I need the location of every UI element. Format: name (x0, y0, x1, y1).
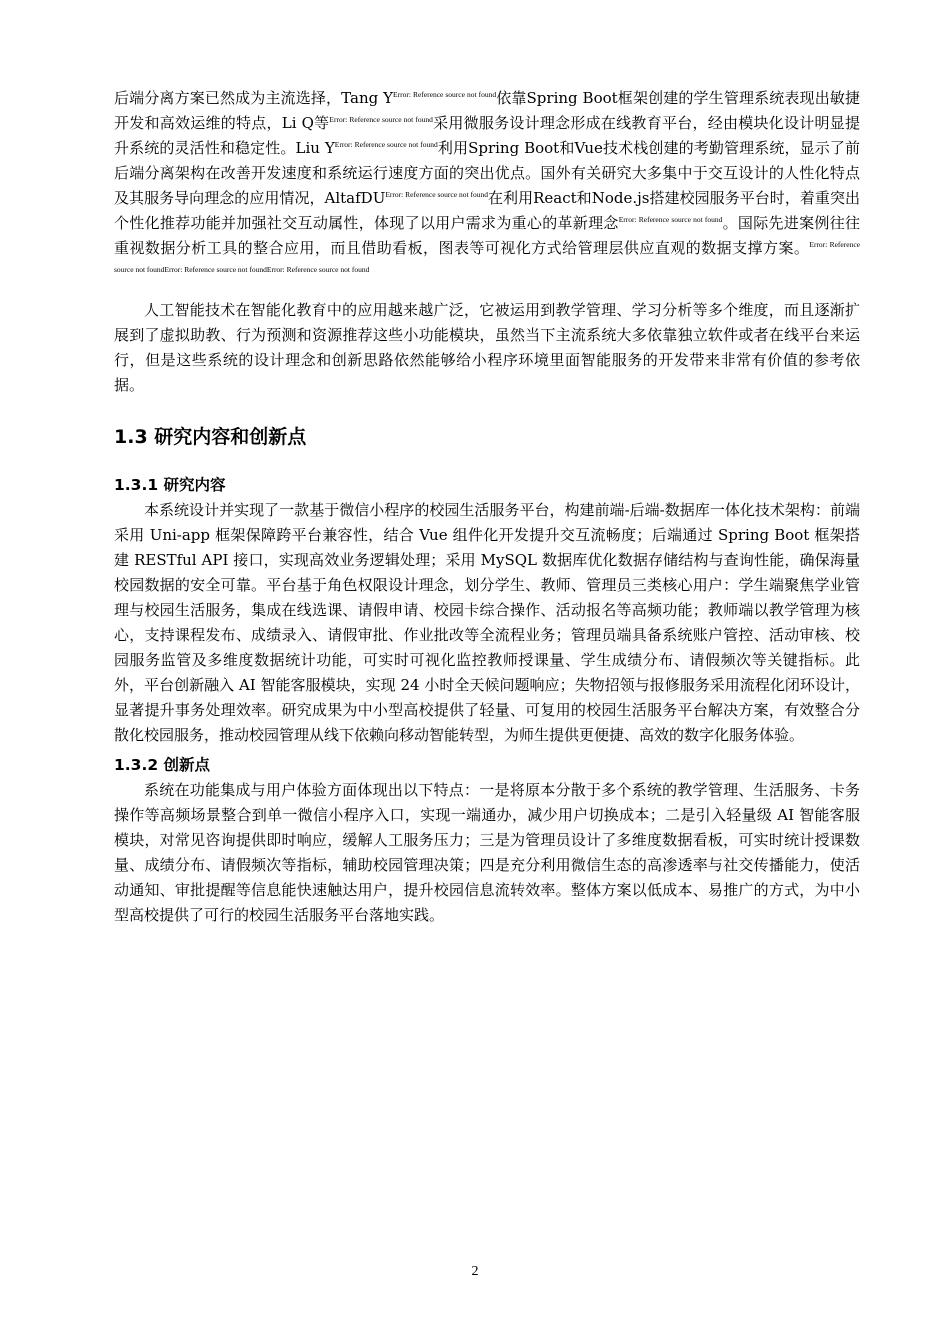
text-segment: 利用Spring Boot和Vue技术栈创建的考勤管理系统，显示了前后端分离架构在改善开发速度和系统运行速度方面的突出优点。国外有关研究大多集中于交互设计的人性化特点及其服务导向理念的应用情况，AltafDU (114, 139, 860, 207)
text-segment: 依靠Spring Boot框架创建的学生管理系统表现出敏捷开发和高效运维的特点，Li Q等 (114, 89, 860, 132)
reference-error: Error: Reference source not found (334, 140, 438, 149)
document-page (114, 86, 860, 928)
section-heading-1-3-1: 1.3.1 研究内容 (114, 476, 226, 494)
section-heading-1-3-2: 1.3.2 创新点 (114, 756, 211, 774)
paragraph-ai-education: 人工智能技术在智能化教育中的应用越来越广泛，它被运用到教学管理、学习分析等多个维度，而且逐渐扩展到了虚拟助教、行为预测和资源推荐这些小功能模块，虽然当下主流系统大多依靠独立软件或者在线平台来运行，但是这些系统的设计理念和创新思路依然能够给小程序环境里面智能服务的开发带来非常有价值的参考依据。 (114, 301, 860, 394)
text-segment: 在利用React和Node.js搭建校园服务平台时，着重突出个性化推荐功能并加强社交互动属性，体现了以用户需求为重心的革新理念 (114, 189, 860, 232)
page-number: 2 (471, 1264, 479, 1279)
text-segment: 后端分离方案已然成为主流选择，Tang Y (114, 89, 394, 107)
text-segment: 采用微服务设计理念形成在线教育平台，经由模块化设计明显提升系统的灵活性和稳定性。Liu Y (114, 114, 860, 157)
reference-error: Error: Reference source not found (329, 115, 433, 124)
text-segment: 。国际先进案例往往重视数据分析工具的整合应用，而且借助看板，图表等可视化方式给管理层供应直观的数据支撑方案。 (114, 214, 860, 257)
reference-error: Error: Reference source not found (393, 90, 497, 99)
reference-error: Error: Reference source not found (385, 190, 488, 199)
reference-error: Error: Reference source not found (618, 215, 723, 224)
section-heading-1-3: 1.3 研究内容和创新点 (114, 426, 307, 448)
paragraph-related-work (114, 86, 860, 286)
paragraph-innovation: 系统在功能集成与用户体验方面体现出以下特点：一是将原本分散于多个系统的教学管理、生活服务、卡务操作等高频场景整合到单一微信小程序入口，实现一端通办，减少用户切换成本；二是引入轻量级 AI 智能客服模块，对常见咨询提供即时响应，缓解人工服务压力；三是为管理员设计了多维度数据看板，可实时统计授课数量、成绩分布、请假频次等指标，辅助校园管理决策；四是充分利用微信生态的高渗透率与社交传播能力，使活动通知、审批提醒等信息能快速触达用户，提升校园信息流转效率。整体方案以低成本、易推广的方式，为中小型高校提供了可行的校园生活服务平台落地实践。 (114, 781, 860, 924)
reference-error: Error: Reference source not foundError: Reference source not foundError: Reference source not found (114, 240, 860, 274)
paragraph-research-content: 本系统设计并实现了一款基于微信小程序的校园生活服务平台，构建前端-后端-数据库一体化技术架构：前端采用 Uni-app 框架保障跨平台兼容性，结合 Vue 组件化开发提升交互流畅度；后端通过 Spring Boot 框架搭建 RESTful API 接口，实现高效业务逻辑处理；采用 MySQL 数据库优化数据存储结构与查询性能，确保海量校园数据的安全可靠。平台基于角色权限设计理念，划分学生、教师、管理员三类核心用户：学生端聚焦学业管理与校园生活服务，集成在线选课、请假申请、校园卡综合操作、活动报名等高频功能；教师端以教学管理为核心，支持课程发布、成绩录入、请假审批、作业批改等全流程业务；管理员端具备系统账户管控、活动审核、校园服务监管及多维度数据统计功能，可实时可视化监控教师授课量、学生成绩分布、请假频次等关键指标。此外，平台创新融入 AI 智能客服模块，实现 24 小时全天候问题响应；失物招领与报修服务采用流程化闭环设计，显著提升事务处理效率。研究成果为中小型高校提供了轻量、可复用的校园生活服务平台解决方案，有效整合分散化校园服务，推动校园管理从线下依赖向移动智能转型，为师生提供更便捷、高效的数字化服务体验。 (114, 501, 860, 744)
